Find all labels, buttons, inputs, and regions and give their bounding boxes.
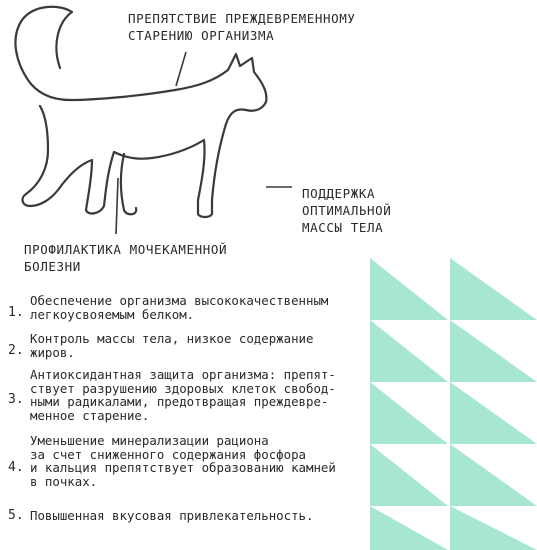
pointer-urolith: [116, 178, 118, 234]
item-text: Повышенная вкусовая привлекательность.: [30, 508, 314, 523]
item-number: 5.: [8, 508, 24, 523]
item-text: Обеспечение организма высококачественным легкоусвояемым белком.: [30, 293, 329, 322]
item-number: 2.: [8, 343, 24, 358]
label-weight: ПОДДЕРЖКА ОПТИМАЛЬНОЙ МАССЫ ТЕЛА: [302, 186, 392, 235]
item-number: 4.: [8, 460, 24, 475]
item-text: Антиоксидантная защита организма: препят- ствует разрушению здоровых клеток свобод- ными радикалами, предотвращая преждевре- менное старение.: [30, 367, 336, 423]
item-text: Уменьшение минерализации рациона за счет сниженного содержания фосфора и кальция препятствует образованию камней в почках.: [30, 433, 336, 489]
item-number: 1.: [8, 305, 24, 320]
item-number: 3.: [8, 392, 24, 407]
triangle-pattern: [370, 258, 537, 550]
item-text: Контроль массы тела, низкое содержание жиров.: [30, 331, 314, 360]
label-aging: ПРЕПЯТСТВИЕ ПРЕЖДЕВРЕМЕННОМУ СТАРЕНИЮ ОРГАНИЗМА: [128, 11, 356, 43]
label-urolith: ПРОФИЛАКТИКА МОЧЕКАМЕННОЙ БОЛЕЗНИ: [24, 242, 228, 274]
pointer-aging: [176, 52, 186, 86]
